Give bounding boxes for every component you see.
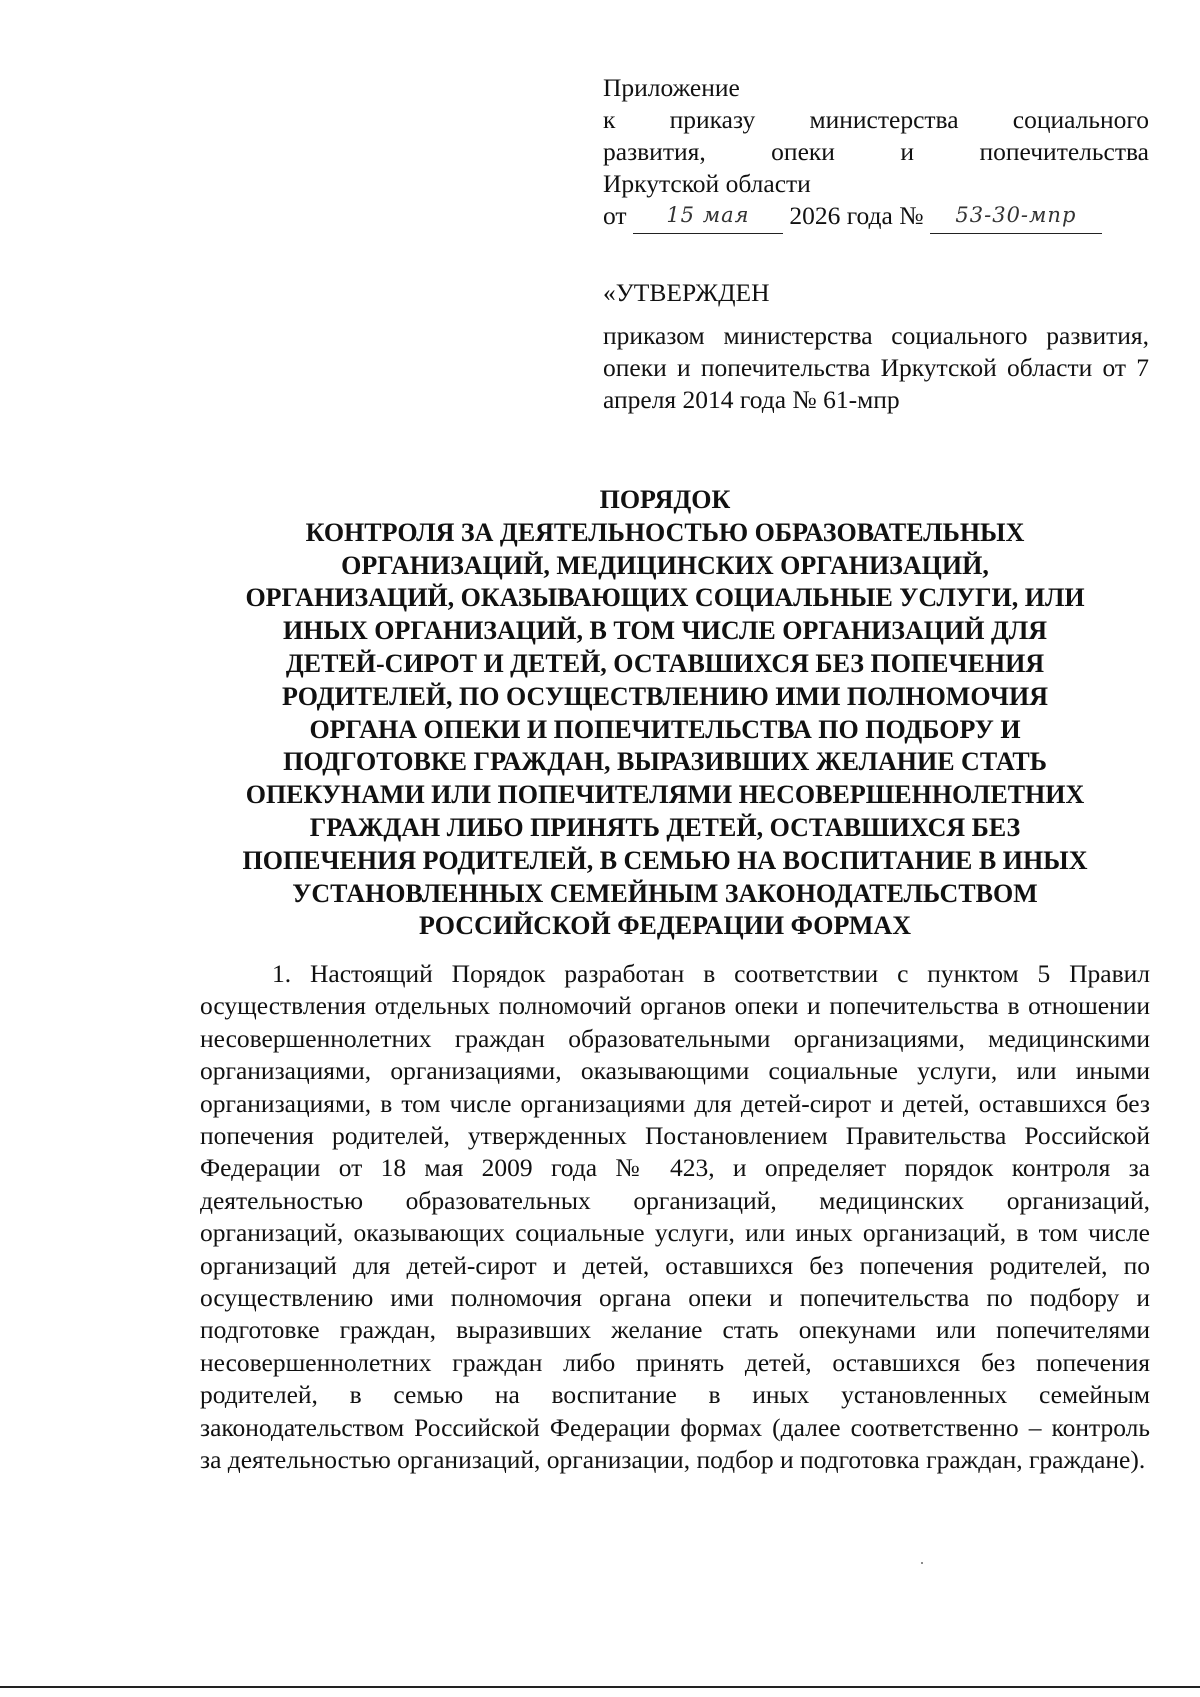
appendix-title: Приложение [603, 73, 740, 102]
appendix-line: к приказу министерства социального [603, 105, 1149, 134]
scan-speck [921, 1562, 923, 1564]
page-bottom-rule [0, 1686, 1200, 1688]
title-line: УСТАНОВЛЕННЫХ СЕМЕЙНЫМ ЗАКОНОДАТЕЛЬСТВОМ [292, 878, 1038, 908]
title-line: ОРГАНА ОПЕКИ И ПОПЕЧИТЕЛЬСТВА ПО ПОДБОРУ И [309, 714, 1021, 744]
title-line: ИНЫХ ОРГАНИЗАЦИЙ, В ТОМ ЧИСЛЕ ОРГАНИЗАЦИЙ ДЛЯ [283, 616, 1047, 646]
appendix-block [603, 72, 1149, 234]
title-line: КОНТРОЛЯ ЗА ДЕЯТЕЛЬНОСТЬЮ ОБРАЗОВАТЕЛЬНЫХ [305, 517, 1025, 547]
title-line: ДЕТЕЙ-СИРОТ И ДЕТЕЙ, ОСТАВШИХСЯ БЕЗ ПОПЕЧЕНИЯ [285, 648, 1045, 678]
title-line: ПОДГОТОВКЕ ГРАЖДАН, ВЫРАЗИВШИХ ЖЕЛАНИЕ СТАТЬ [283, 747, 1047, 777]
appendix-date-line [603, 200, 1149, 234]
title-line: ОПЕКУНАМИ ИЛИ ПОПЕЧИТЕЛЯМИ НЕСОВЕРШЕННОЛЕТНИХ [245, 780, 1085, 810]
appendix-line: развития, опеки и попечительства [603, 137, 1149, 166]
appendix-line: Иркутской области [603, 169, 811, 198]
approved-block [603, 277, 1149, 416]
date-year: 2026 года № [789, 201, 924, 230]
approved-text: приказом министерства социального развития, опеки и попечительства Иркутской области от 7 апреля 2014 года № 61-мпр [603, 321, 1149, 414]
title-line: РОССИЙСКОЙ ФЕДЕРАЦИИ ФОРМАХ [419, 911, 911, 941]
title-line: ПОПЕЧЕНИЯ РОДИТЕЛЕЙ, В СЕМЬЮ НА ВОСПИТАНИЕ В ИНЫХ [242, 845, 1088, 875]
handwritten-date: 15 мая [633, 201, 783, 234]
title-line: ОРГАНИЗАЦИЙ, ОКАЗЫВАЮЩИХ СОЦИАЛЬНЫЕ УСЛУГИ, ИЛИ [245, 583, 1085, 613]
title-line: РОДИТЕЛЕЙ, ПО ОСУЩЕСТВЛЕНИЮ ИМИ ПОЛНОМОЧИЯ [281, 681, 1048, 711]
document-title [200, 484, 1130, 943]
paragraph-1: 1. Настоящий Порядок разработан в соответствии с пунктом 5 Правил осуществления отдельных полномочий органов опеки и попечительства в отношении несовершеннолетних граждан образовательными организациями, медицинскими организациями, организациями, оказывающими социальные услуги, или иными организациями, в том числе организациями для детей-сирот и детей, оставшихся без попечения родителей, утвержденных Постановлением Правительства Российской Федерации от 18 мая 2009 года № 423, и определяет порядок контроля за деятельностью образовательных организаций, медицинских организаций, организаций, оказывающих социальные услуги, или иных организаций, в том числе организаций для детей-сирот и детей, оставшихся без попечения родителей, по осуществлению ими полномочия органа опеки и попечительства по подбору и подготовке граждан, выразивших желание стать опекунами или попечителями несовершеннолетних граждан либо принять детей, оставшихся без попечения родителей, в семью на воспитание в иных установленных семейным законодательством Российской Федерации формах (далее соответственно – контроль за деятельностью организаций, организации, подбор и подготовка граждан, граждане). [200, 959, 1150, 1475]
approved-heading: «УТВЕРЖДЕН [603, 278, 770, 307]
title-line: ОРГАНИЗАЦИЙ, МЕДИЦИНСКИХ ОРГАНИЗАЦИЙ, [341, 550, 989, 580]
title-line: ГРАЖДАН ЛИБО ПРИНЯТЬ ДЕТЕЙ, ОСТАВШИХСЯ БЕЗ [309, 812, 1021, 842]
handwritten-order-number: 53-30-мпр [930, 201, 1102, 234]
title-line: ПОРЯДОК [599, 485, 731, 514]
date-prefix: от [603, 201, 627, 230]
